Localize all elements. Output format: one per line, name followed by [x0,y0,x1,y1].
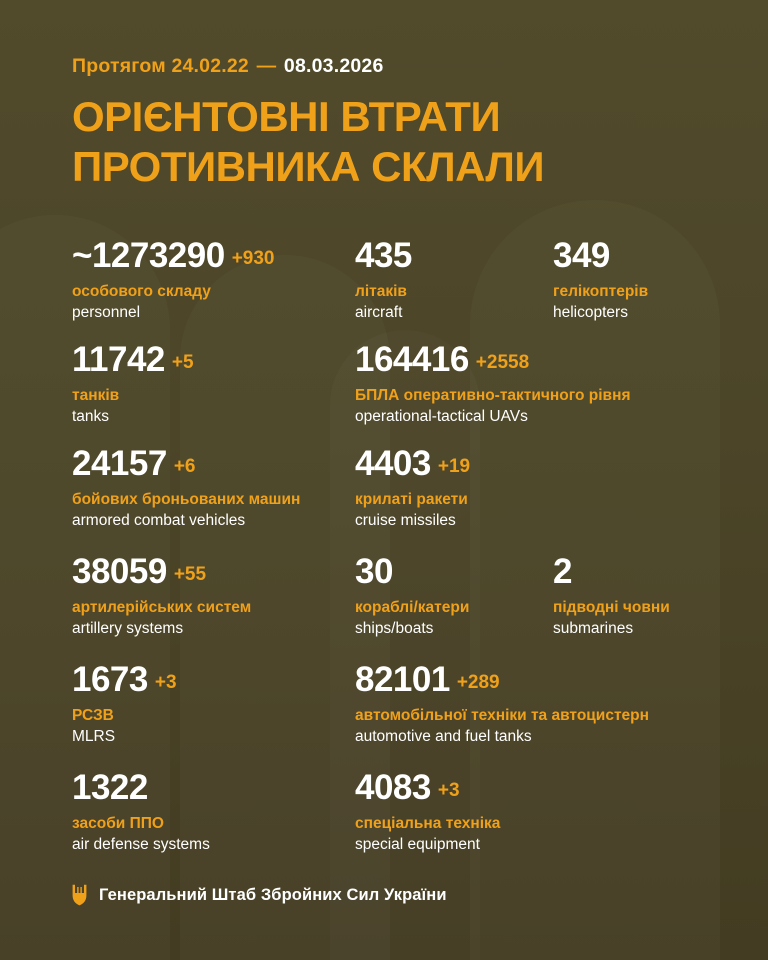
stat-item [72,446,300,531]
stat-label-en: personnel [72,304,141,322]
date-range [72,55,384,78]
stat-value: 24157 [72,444,167,483]
stat-value: 164416 [355,340,469,379]
stat-label-en: special equipment [355,836,480,854]
stat-label-ua: засоби ППО [72,815,164,832]
stat-label-en: helicopters [553,304,628,322]
stat-value-line [355,238,412,273]
stat-item [72,554,251,639]
stat-item [553,554,670,639]
date-range-end: 08.03.2026 [283,55,384,77]
stat-item [72,342,194,427]
stat-delta: +3 [437,780,460,801]
stat-label-en: MLRS [72,728,116,746]
stat-label-en: automotive and fuel tanks [355,728,532,746]
stat-value-line [72,238,275,273]
stat-value-line [355,554,469,589]
stat-label-en: ships/boats [355,620,434,638]
stat-label-ua: БПЛА оперативно-тактичного рівня [355,387,631,404]
stat-delta: +6 [173,456,196,477]
stat-label-ua: артилерійських систем [72,599,252,616]
stat-value-line [553,238,648,273]
stat-value: ~1273290 [72,236,225,275]
stat-value: 1322 [72,768,148,807]
stat-item [355,770,500,855]
footer [72,884,447,906]
stat-value-line [72,342,194,377]
stat-item [72,770,210,855]
footer-text: Генеральний Штаб Збройних Сил України [99,885,447,904]
stat-item [355,554,469,639]
stat-value-line [355,770,500,805]
stat-label-en: submarines [553,620,634,638]
stat-value: 349 [553,236,610,275]
stat-label-ua: автомобільної техніки та автоцистерн [355,707,650,724]
stat-item [72,238,275,323]
stat-value: 4403 [355,444,431,483]
stat-value: 1673 [72,660,148,699]
stat-item [355,662,649,747]
date-range-dash: — [256,55,277,77]
stat-value: 82101 [355,660,450,699]
stat-value: 2 [553,552,572,591]
stat-value: 11742 [72,340,165,379]
stat-item [72,662,177,747]
stat-label-ua: підводні човни [553,599,670,616]
stat-label-ua: танків [72,387,120,404]
page-title [72,92,544,191]
page-title-line-1: ОРІЄНТОВНІ ВТРАТИ [72,93,501,140]
stat-label-ua: бойових броньованих машин [72,491,301,508]
stat-value: 30 [355,552,393,591]
stat-item [355,342,631,427]
stat-item [355,238,412,323]
stat-label-ua: літаків [355,283,407,300]
stat-label-en: air defense systems [72,836,210,854]
stat-delta: +3 [154,672,177,693]
stat-delta: +55 [173,564,207,585]
stat-delta: +19 [437,456,471,477]
stat-value: 38059 [72,552,167,591]
stat-label-en: aircraft [355,304,403,322]
stat-label-en: cruise missiles [355,512,456,530]
stat-label-ua: кораблі/катери [355,599,470,616]
stat-value-line [355,662,649,697]
stat-label-en: armored combat vehicles [72,512,246,530]
stat-label-ua: спеціальна техніка [355,815,501,832]
stat-label-ua: РСЗВ [72,707,114,724]
stat-value-line [72,554,251,589]
date-range-prefix: Протягом 24.02.22 [72,55,249,77]
page-title-line-2: ПРОТИВНИКА СКЛАЛИ [72,142,545,190]
stat-value: 4083 [355,768,431,807]
stat-label-ua: крилаті ракети [355,491,468,508]
stat-label-en: operational-tactical UAVs [355,408,528,426]
stat-value-line [355,342,631,377]
stat-value-line [553,554,670,589]
stat-value-line [72,770,210,805]
stat-value-line [72,446,300,481]
stat-item [553,238,648,323]
stat-delta: +5 [171,352,194,373]
stat-delta: +2558 [475,352,530,373]
stat-value-line [72,662,177,697]
stat-item [355,446,470,531]
trident-icon [72,884,87,906]
stat-delta: +289 [456,672,500,693]
stat-value: 435 [355,236,412,275]
stat-label-en: tanks [72,408,110,426]
stat-delta: +930 [231,248,275,269]
stat-value-line [355,446,470,481]
stat-label-en: artillery systems [72,620,184,638]
stat-label-ua: особового складу [72,283,211,300]
stat-label-ua: гелікоптерів [553,283,649,300]
